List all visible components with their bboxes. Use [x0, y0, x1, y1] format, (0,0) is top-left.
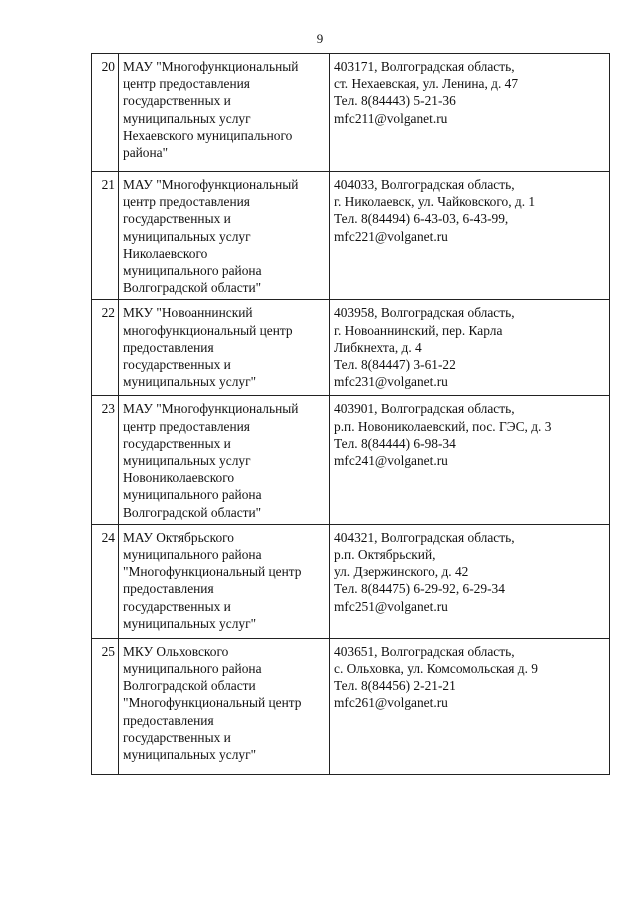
- address-contact-line: г. Новоаннинский, пер. Карла: [334, 322, 503, 338]
- organization-name-line: МАУ Октябрьского: [123, 529, 234, 545]
- organization-name-line: предоставления: [123, 581, 214, 597]
- organization-name-line: Николаевского: [123, 245, 208, 261]
- organization-name-cell: [119, 524, 330, 638]
- table-row: [92, 396, 610, 524]
- address-contact-line: 403171, Волгоградская область,: [334, 59, 515, 74]
- organization-name-line: государственных и: [123, 357, 231, 373]
- row-number: 21: [92, 172, 119, 300]
- organization-name-cell: [119, 54, 330, 172]
- page-number: 9: [316, 31, 324, 46]
- organization-name-line: центр предоставления: [123, 418, 250, 434]
- organization-name-line: муниципального района: [123, 263, 262, 279]
- organization-name-line: муниципальных услуг": [123, 374, 257, 390]
- organization-name-line: "Многофункциональный центр: [123, 695, 302, 711]
- organization-name-line: центр предоставления: [123, 194, 250, 210]
- organization-name-line: Волгоградской области: [123, 678, 256, 694]
- organization-name-line: муниципального района: [123, 661, 262, 677]
- address-contact-line: с. Ольховка, ул. Комсомольская д. 9: [334, 661, 538, 677]
- organization-name-line: Волгоградской области": [123, 280, 262, 296]
- address-contact-line: 403651, Волгоградская область,: [334, 643, 515, 659]
- table-row: [92, 172, 610, 300]
- table-row: [92, 300, 610, 396]
- address-contact-line: 404033, Волгоградская область,: [334, 177, 515, 192]
- organization-name-line: МКУ Ольховского: [123, 643, 229, 659]
- organization-name-line: государственных и: [123, 435, 231, 451]
- registry-body: [92, 54, 610, 775]
- organization-name-line: государственных и: [123, 598, 231, 614]
- address-contact-line: 404321, Волгоградская область,: [334, 529, 515, 545]
- address-contact-cell: [330, 172, 610, 300]
- row-number: 23: [92, 396, 119, 524]
- address-contact-line: Тел. 8(84456) 2-21-21: [334, 678, 456, 694]
- organization-name-line: предоставления: [123, 339, 214, 355]
- organization-name-cell: [119, 300, 330, 396]
- address-contact-line: Тел. 8(84443) 5-21-36: [334, 93, 456, 109]
- table-row: [92, 54, 610, 172]
- row-number: 24: [92, 524, 119, 638]
- organization-name-line: муниципальных услуг: [123, 228, 251, 244]
- organization-name-line: района": [123, 145, 169, 161]
- address-contact-line: mfc241@volganet.ru: [334, 453, 448, 469]
- organization-name-cell: [119, 172, 330, 300]
- organization-name-line: муниципальных услуг: [123, 453, 251, 469]
- organization-name-line: государственных и: [123, 211, 231, 227]
- address-contact-line: mfc221@volganet.ru: [334, 228, 448, 244]
- address-contact-cell: [330, 524, 610, 638]
- row-number: 25: [92, 638, 119, 774]
- organization-name-line: Волгоградской области": [123, 504, 262, 520]
- organization-name-line: государственных и: [123, 729, 231, 745]
- address-contact-line: г. Николаевск, ул. Чайковского, д. 1: [334, 194, 536, 210]
- address-contact-line: ул. Дзержинского, д. 42: [334, 564, 469, 580]
- organization-name-line: "Многофункциональный центр: [123, 564, 302, 580]
- address-contact-cell: [330, 396, 610, 524]
- address-contact-line: 403958, Волгоградская область,: [334, 305, 515, 321]
- organization-name-line: МКУ "Новоаннинский: [123, 305, 253, 321]
- organization-name-line: Нехаевского муниципального: [123, 127, 293, 143]
- organization-name-line: МАУ "Многофункциональный: [123, 59, 299, 74]
- address-contact-line: 403901, Волгоградская область,: [334, 401, 515, 417]
- address-contact-line: р.п. Октябрьский,: [334, 547, 436, 563]
- address-contact-line: р.п. Новониколаевский, пос. ГЭС, д. 3: [334, 418, 552, 434]
- address-contact-cell: [330, 54, 610, 172]
- address-contact-line: Тел. 8(84444) 6-98-34: [334, 435, 456, 451]
- organization-name-line: МАУ "Многофункциональный: [123, 177, 299, 192]
- table-row: [92, 524, 610, 638]
- organization-name-cell: [119, 396, 330, 524]
- organization-name-line: муниципальных услуг": [123, 615, 257, 631]
- address-contact-cell: [330, 638, 610, 774]
- organization-name-cell: [119, 638, 330, 774]
- address-contact-line: mfc261@volganet.ru: [334, 695, 448, 711]
- organization-name-line: МАУ "Многофункциональный: [123, 401, 299, 417]
- address-contact-line: mfc231@volganet.ru: [334, 374, 448, 390]
- organization-name-line: государственных и: [123, 93, 231, 109]
- organization-name-line: предоставления: [123, 712, 214, 728]
- row-number: 22: [92, 300, 119, 396]
- address-contact-line: Тел. 8(84494) 6-43-03, 6-43-99,: [334, 211, 509, 227]
- address-contact-line: mfc211@volganet.ru: [334, 110, 448, 126]
- organization-name-line: муниципальных услуг": [123, 747, 257, 763]
- organization-name-line: центр предоставления: [123, 76, 250, 92]
- organization-name-line: многофункциональный центр: [123, 322, 293, 338]
- address-contact-line: Тел. 8(84475) 6-29-92, 6-29-34: [334, 581, 505, 597]
- address-contact-line: Тел. 8(84447) 3-61-22: [334, 357, 456, 373]
- address-contact-cell: [330, 300, 610, 396]
- row-number: 20: [92, 54, 119, 172]
- address-contact-line: Либкнехта, д. 4: [334, 339, 422, 355]
- organization-name-line: Новониколаевского: [123, 470, 235, 486]
- mfc-registry-table: [91, 53, 610, 775]
- organization-name-line: муниципальных услуг: [123, 110, 251, 126]
- organization-name-line: муниципального района: [123, 487, 262, 503]
- table-row: [92, 638, 610, 774]
- address-contact-line: mfc251@volganet.ru: [334, 598, 448, 614]
- organization-name-line: муниципального района: [123, 547, 262, 563]
- address-contact-line: ст. Нехаевская, ул. Ленина, д. 47: [334, 76, 519, 92]
